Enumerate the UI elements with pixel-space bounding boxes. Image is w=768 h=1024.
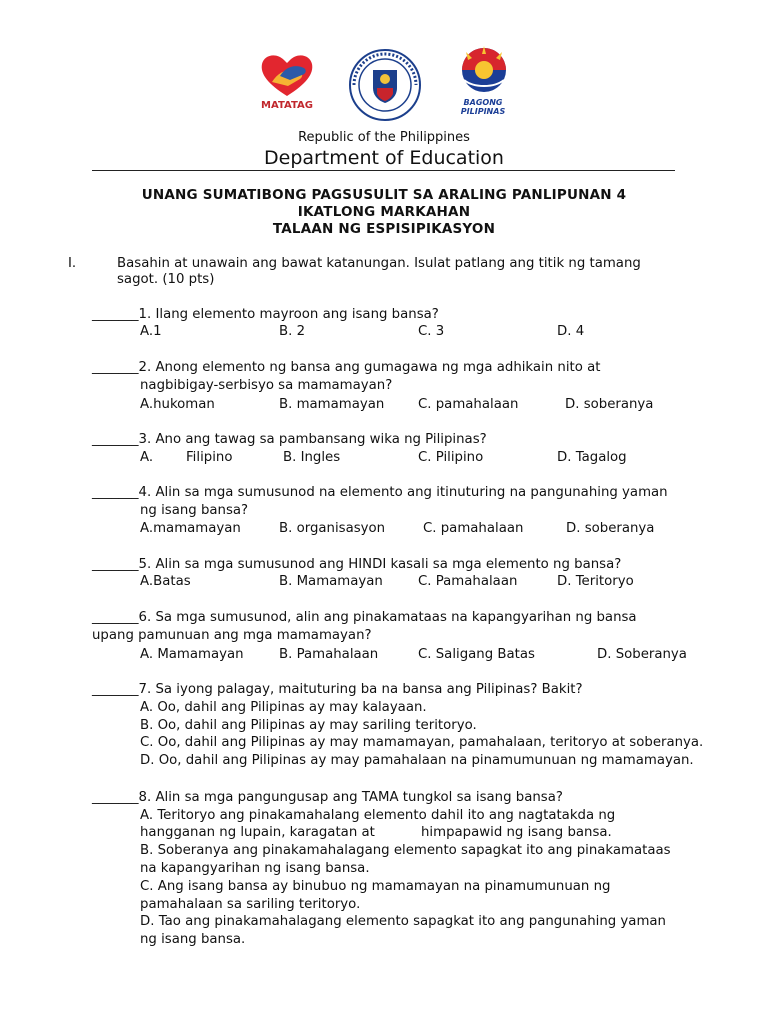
instructions-line-1: Basahin at unawain ang bawat katanungan. Isulat patlang ang titik ng tamang	[117, 256, 641, 271]
question-2-stem-2: nagbibigay-serbisyo sa mamamayan?	[140, 378, 393, 393]
q2-choice-c: C. pamahalaan	[418, 397, 519, 412]
header-divider	[92, 170, 675, 171]
q4-choice-c: C. pamahalaan	[423, 521, 524, 536]
q3-choice-b: B. Ingles	[283, 450, 341, 465]
department-title: Department of Education	[264, 147, 504, 169]
q5-choice-b: B. Mamamayan	[279, 574, 383, 589]
question-2-stem-1: _______2. Anong elemento ng bansa ang gumagawa ng mga adhikain nito at	[92, 360, 601, 375]
q8-choice-c-line-2: pamahalaan sa sariling teritoryo.	[140, 897, 361, 912]
section-numeral: I.	[68, 256, 77, 271]
instructions-line-2: sagot. (10 pts)	[117, 272, 215, 287]
question-7-stem: _______7. Sa iyong palagay, maituturing ba na bansa ang Pilipinas? Bakit?	[92, 682, 583, 697]
q4-choice-a: A.mamamayan	[140, 521, 241, 536]
q2-choice-d: D. soberanya	[565, 397, 654, 412]
question-5-stem: _______5. Alin sa mga sumusunod ang HINDI kasali sa mga elemento ng bansa?	[92, 557, 622, 572]
question-6-stem-2: upang pamunuan ang mga mamamayan?	[92, 628, 372, 643]
question-6-stem-1: _______6. Sa mga sumusunod, alin ang pinakamataas na kapangyarihan ng bansa	[92, 610, 637, 625]
question-1-stem: _______1. Ilang elemento mayroon ang isang bansa?	[92, 307, 439, 322]
q3-choice-d: D. Tagalog	[557, 450, 627, 465]
q7-choice-c: C. Oo, dahil ang Pilipinas ay may mamamayan, pamahalaan, teritoryo at soberanya.	[140, 735, 704, 750]
quarter-title: IKATLONG MARKAHAN	[297, 204, 471, 220]
matatag-logo	[258, 52, 316, 98]
bagong-pilipinas-logo	[452, 44, 516, 94]
q1-choice-b: B. 2	[279, 324, 306, 339]
q1-choice-a: A.1	[140, 324, 162, 339]
q8-choice-b-line-1: B. Soberanya ang pinakamahalagang elemento sapagkat ito ang pinakamataas	[140, 843, 671, 858]
q5-choice-a: A.Batas	[140, 574, 191, 589]
republic-line: Republic of the Philippines	[298, 130, 470, 145]
q8-choice-b-line-2: na kapangyarihan ng isang bansa.	[140, 861, 370, 876]
q7-choice-a: A. Oo, dahil ang Pilipinas ay may kalayaan.	[140, 700, 427, 715]
q8-choice-d-line-1: D. Tao ang pinakamahalagang elemento sapagkat ito ang pangunahing yaman	[140, 914, 666, 929]
question-8-stem: _______8. Alin sa mga pangungusap ang TAMA tungkol sa isang bansa?	[92, 790, 563, 805]
q2-choice-b: B. mamamayan	[279, 397, 385, 412]
q3-choice-a-text: Filipino	[186, 450, 233, 465]
q1-choice-c: C. 3	[418, 324, 445, 339]
q5-choice-c: C. Pamahalaan	[418, 574, 518, 589]
q6-choice-c: C. Saligang Batas	[418, 647, 535, 662]
q7-choice-b: B. Oo, dahil ang Pilipinas ay may sariling teritoryo.	[140, 718, 477, 733]
q8-choice-a-line-2: hangganan ng lupain, karagatan at	[140, 825, 375, 840]
table-title: TALAAN NG ESPISIPIKASYON	[272, 221, 496, 237]
question-3-stem: _______3. Ano ang tawag sa pambansang wika ng Pilipinas?	[92, 432, 487, 447]
q4-choice-d: D. soberanya	[566, 521, 655, 536]
q2-choice-a: A.hukoman	[140, 397, 215, 412]
q6-choice-d: D. Soberanya	[597, 647, 687, 662]
q6-choice-a: A. Mamamayan	[140, 647, 244, 662]
q1-choice-d: D. 4	[557, 324, 585, 339]
q4-choice-b: B. organisasyon	[279, 521, 386, 536]
q6-choice-b: B. Pamahalaan	[279, 647, 379, 662]
bagong-pilipinas-label: BAGONG PILIPINAS	[460, 98, 506, 116]
q8-choice-c-line-1: C. Ang isang bansa ay binubuo ng mamamayan na pinamumunuan ng	[140, 879, 611, 894]
q8-choice-a-line-1: A. Teritoryo ang pinakamahalang elemento dahil ito ang nagtatakda ng	[140, 808, 616, 823]
q8-choice-a-line-3: himpapawid ng isang bansa.	[421, 825, 612, 840]
deped-seal	[348, 48, 422, 122]
q7-choice-d: D. Oo, dahil ang Pilipinas ay may pamahalaan na pinamumunuan ng mamamayan.	[140, 753, 694, 768]
matatag-logo-label: MATATAG	[261, 100, 313, 111]
question-4-stem-2: ng isang bansa?	[140, 503, 249, 518]
exam-title: UNANG SUMATIBONG PAGSUSULIT SA ARALING PANLIPUNAN 4	[141, 187, 627, 203]
question-4-stem-1: _______4. Alin sa mga sumusunod na elemento ang itinuturing na pangunahing yaman	[92, 485, 668, 500]
q5-choice-d: D. Teritoryo	[557, 574, 634, 589]
logo-row	[0, 40, 768, 120]
q3-choice-c: C. Pilipino	[418, 450, 484, 465]
q3-choice-a-letter: A.	[140, 450, 154, 465]
q8-choice-d-line-2: ng isang bansa.	[140, 932, 246, 947]
